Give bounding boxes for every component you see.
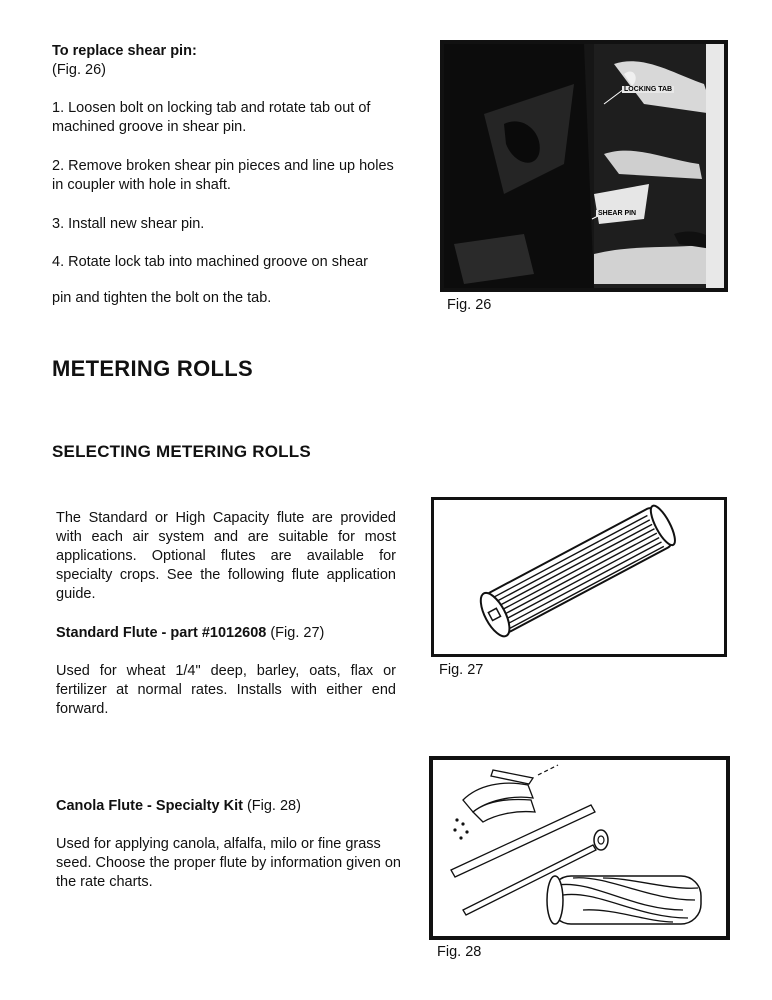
standard-flute-text: Used for wheat 1/4" deep, barley, oats, flax or fertilizer at normal rates. Installs with either end forward.	[56, 663, 396, 717]
canola-flute-text: Used for applying canola, alfalfa, milo or fine grass seed. Choose the proper flute by information given on the rate charts.	[56, 836, 401, 890]
shear-pin-step-3: 3. Install new shear pin.	[52, 216, 205, 232]
shear-pin-label: SHEAR PIN	[598, 210, 637, 217]
canola-flute-heading-bold: Canola Flute - Specialty Kit	[56, 798, 243, 814]
shear-pin-heading: To replace shear pin:	[52, 43, 197, 59]
fig-26-photo	[440, 40, 728, 292]
shear-pin-step-2: 2. Remove broken shear pin pieces and line up holes in coupler with hole in shaft.	[52, 158, 394, 193]
standard-flute-heading-bold: Standard Flute - part #1012608	[56, 625, 267, 641]
fig-26-caption: Fig. 26	[447, 297, 492, 313]
section-subtitle: SELECTING METERING ROLLS	[52, 442, 311, 461]
shear-pin-step-4-cont: pin and tighten the bolt on the tab.	[52, 290, 272, 306]
standard-flute-heading	[56, 624, 324, 643]
shear-pin-fig-ref: (Fig. 26)	[52, 62, 106, 78]
canola-flute-heading	[56, 797, 301, 816]
section-title: METERING ROLLS	[52, 356, 253, 381]
standard-flute-fig-ref: (Fig. 27)	[266, 625, 325, 641]
canola-flute-fig-ref: (Fig. 28)	[242, 798, 301, 814]
metering-intro: The Standard or High Capacity flute are provided with each air system and are suitable for most applications. Optional flutes are available for specialty crops. See the following flute application guide.	[56, 510, 396, 602]
fig-28-caption: Fig. 28	[437, 944, 482, 960]
fig-27-illustration	[431, 497, 727, 657]
shear-pin-step-4: 4. Rotate lock tab into machined groove on shear	[52, 254, 368, 270]
shear-pin-step-1: 1. Loosen bolt on locking tab and rotate tab out of machined groove in shear pin.	[52, 100, 371, 135]
locking-tab-label: LOCKING TAB	[624, 86, 673, 93]
fig-27-caption: Fig. 27	[439, 662, 484, 678]
fig-28-illustration	[429, 756, 730, 940]
